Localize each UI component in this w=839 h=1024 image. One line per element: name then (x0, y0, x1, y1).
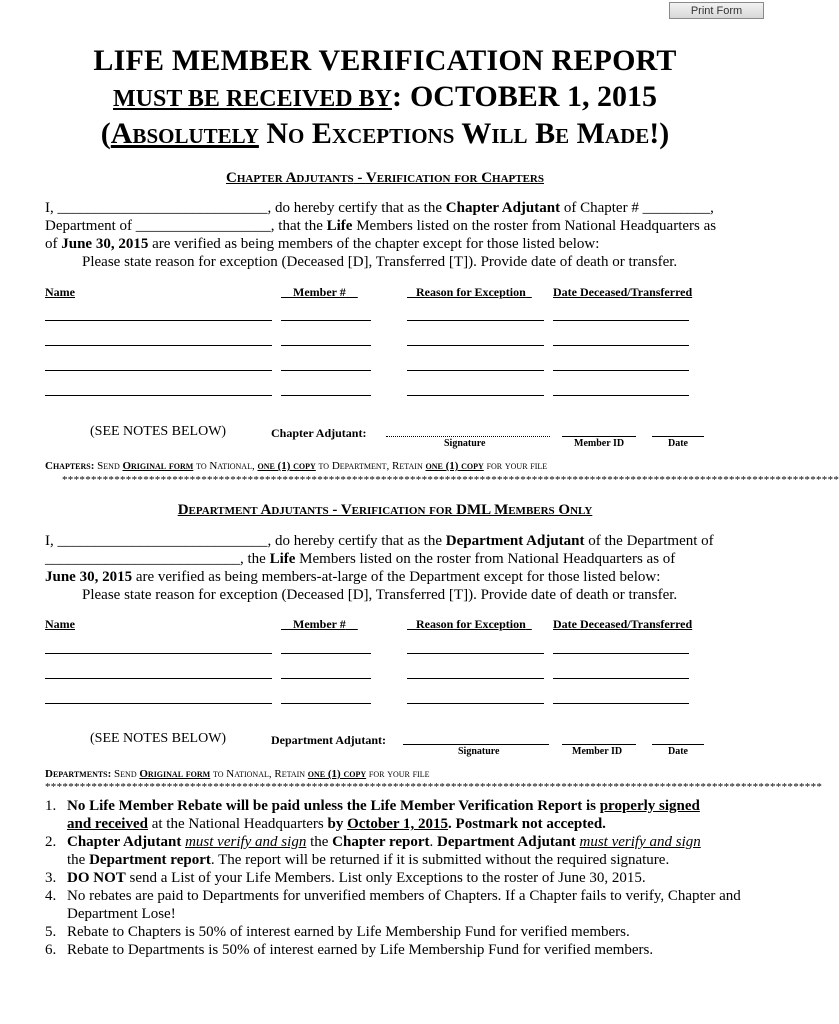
separator-stars: ************************************************************************************************************************************** (45, 781, 823, 793)
signature-caption: Signature (444, 438, 486, 449)
department-adjutant-label: Department Adjutant: (271, 733, 386, 747)
absolutely-word: Absolutely (110, 117, 259, 150)
reason-field[interactable] (407, 678, 544, 679)
member-id-caption: Member ID (572, 746, 623, 757)
due-line: MUST BE RECEIVED BY: OCTOBER 1, 2015 (113, 80, 657, 113)
department-member-id-field[interactable] (562, 744, 636, 745)
member-field[interactable] (281, 370, 371, 371)
department-see-notes: (SEE NOTES BELOW) (90, 731, 227, 746)
note-5: 5. Rebate to Chapters is 50% of interest earned by Life Membership Fund for verified members. (45, 924, 630, 940)
chapter-see-notes: (SEE NOTES BELOW) (90, 424, 227, 439)
chapter-member-id-field[interactable] (562, 436, 636, 437)
chapter-send-instructions: Chapters: Send Original form to National, one (1) copy to Department, Retain one (1) copy for your file (45, 460, 548, 472)
reason-field[interactable] (407, 345, 544, 346)
reason-field[interactable] (407, 653, 544, 654)
note-6: 6. Rebate to Departments is 50% of interest earned by Life Membership Fund for verified members. (45, 942, 654, 958)
chapter-col-member: Member # (293, 285, 346, 299)
due-date: OCTOBER 1, 2015 (409, 80, 657, 113)
member-field[interactable] (281, 320, 371, 321)
chapter-col-reason: Reason for Exception (416, 285, 526, 299)
department-col-name: Name (45, 617, 75, 631)
no-exceptions-line: (Absolutely No Exceptions Will Be Made!) (100, 117, 670, 150)
department-send-instructions: Departments: Send Original form to National, Retain one (1) copy for your file (45, 768, 430, 780)
date-field[interactable] (553, 653, 689, 654)
department-signature-field[interactable] (403, 744, 549, 745)
chapter-reason-instructions: Please state reason for exception (Deceased [D], Transferred [T]). Provide date of death or transfer. (82, 254, 678, 270)
note-1: 1. No Life Member Rebate will be paid unless the Life Member Verification Report is properly signed and received at the National Headquarters by October 1, 2015. Postmark not accepted. (45, 798, 700, 832)
name-field[interactable] (45, 703, 272, 704)
separator-stars: ************************************************************************************************************************************** (62, 474, 839, 486)
note-4: 4. No rebates are paid to Departments for unverified members of Chapters. If a Chapter fails to verify, Chapter and Department Lose! (45, 888, 741, 922)
reason-field[interactable] (407, 320, 544, 321)
chapter-adjutant-label: Chapter Adjutant: (271, 426, 367, 440)
chapter-signature-field[interactable] (386, 436, 550, 437)
name-field[interactable] (45, 370, 272, 371)
date-field[interactable] (553, 370, 689, 371)
notes-list (45, 797, 745, 959)
chapter-certification-text: I, ____________________________, do hereby certify that as the Chapter Adjutant of Chapter # _________, Department of __________________, that the Life Members listed on the roster from National Headquarters as of June 30, 2015 are verified as being members of the chapter except for those listed below: (45, 200, 717, 252)
due-label: MUST BE RECEIVED BY (113, 86, 392, 112)
member-id-caption: Member ID (574, 438, 625, 449)
report-title: LIFE MEMBER VERIFICATION REPORT (93, 44, 677, 77)
chapter-col-date: Date Deceased/Transferred (553, 285, 693, 299)
print-form-button[interactable]: Print Form (669, 2, 764, 19)
reason-field[interactable] (407, 395, 544, 396)
name-field[interactable] (45, 395, 272, 396)
reason-field[interactable] (407, 370, 544, 371)
member-field[interactable] (281, 678, 371, 679)
date-field[interactable] (553, 395, 689, 396)
date-caption: Date (668, 438, 688, 449)
date-field[interactable] (553, 703, 689, 704)
note-2: 2. Chapter Adjutant must verify and sign the Chapter report. Department Adjutant must verify and sign the Department report. The report will be returned if it is submitted without the required signature. (45, 834, 701, 868)
chapter-col-name: Name (45, 285, 75, 299)
name-field[interactable] (45, 678, 272, 679)
department-section-heading: Department Adjutants - Verification for DML Members Only (177, 502, 593, 518)
department-certification-text: I, ____________________________, do hereby certify that as the Department Adjutant of the Department of __________________________, the Life Members listed on the roster from National Headquarters as of June 30, 2015 are verified as being members-at-large of the Department except for those listed below: (45, 533, 714, 585)
member-field[interactable] (281, 395, 371, 396)
date-caption: Date (668, 746, 688, 757)
department-col-reason: Reason for Exception (416, 617, 526, 631)
signature-caption: Signature (458, 746, 500, 757)
chapter-date-field[interactable] (652, 436, 704, 437)
member-field[interactable] (281, 653, 371, 654)
date-field[interactable] (553, 678, 689, 679)
name-field[interactable] (45, 345, 272, 346)
name-field[interactable] (45, 653, 272, 654)
reason-field[interactable] (407, 703, 544, 704)
department-date-field[interactable] (652, 744, 704, 745)
date-field[interactable] (553, 345, 689, 346)
chapter-section-heading: Chapter Adjutants - Verification for Chapters (225, 170, 544, 186)
note-3: 3. DO NOT send a List of your Life Members. List only Exceptions to the roster of June 30, 2015. (45, 870, 646, 886)
department-col-member: Member # (293, 617, 346, 631)
department-reason-instructions: Please state reason for exception (Deceased [D], Transferred [T]). Provide date of death or transfer. (82, 587, 678, 603)
member-field[interactable] (281, 703, 371, 704)
date-field[interactable] (553, 320, 689, 321)
name-field[interactable] (45, 320, 272, 321)
department-col-date: Date Deceased/Transferred (553, 617, 693, 631)
member-field[interactable] (281, 345, 371, 346)
